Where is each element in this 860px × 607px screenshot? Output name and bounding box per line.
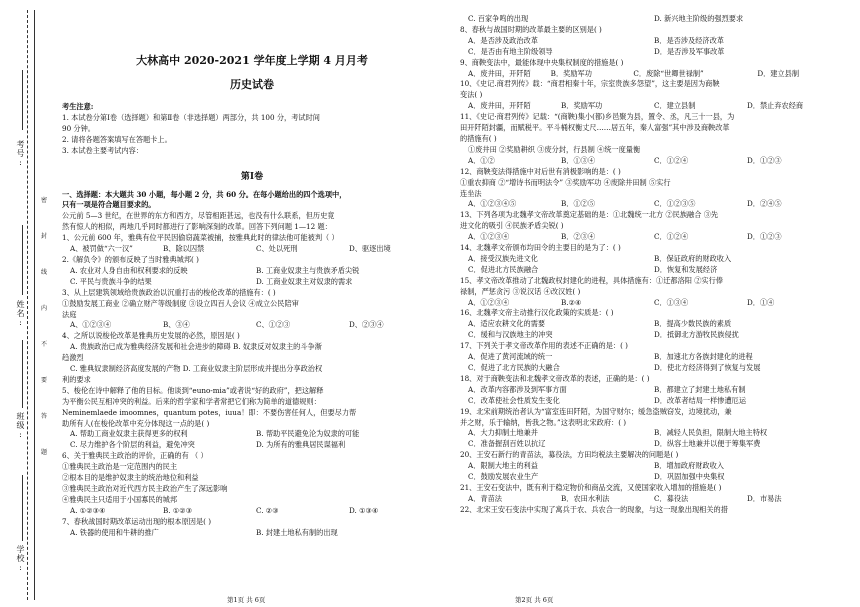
page-number: 第1页 共 6页 bbox=[227, 596, 266, 604]
option[interactable]: A. 铁器的使用和牛耕的推广 bbox=[70, 527, 159, 537]
question-11: 田开阡陌封疆，而赋税平。平斗桶权衡丈尺……居五年，秦人富强”其中涉及商鞅改革 bbox=[460, 123, 730, 133]
q14-options bbox=[460, 254, 840, 265]
option[interactable]: C．募役法 bbox=[654, 493, 689, 503]
question-19: 并之财，乐于输纳，皆我之物。”这表明北宋政府：( ) bbox=[460, 417, 627, 427]
q17-options bbox=[460, 352, 840, 363]
q8-options bbox=[460, 36, 840, 47]
seal-char: 不 bbox=[41, 341, 48, 348]
q17-options bbox=[460, 363, 840, 374]
question-14: 14、北魏孝文帝颁布均田令的主要目的是为了：( ) bbox=[460, 243, 621, 253]
question-12: 连坐法 bbox=[460, 188, 482, 198]
question-19: 19、北宋前期统治者认为“富室连田阡陌，为国守财尔；缓急盗贼窃发，边境扰动，兼 bbox=[460, 406, 732, 416]
q16-options bbox=[460, 330, 840, 341]
option[interactable]: D．①④ bbox=[747, 297, 775, 307]
option[interactable]: D．市易法 bbox=[747, 493, 782, 503]
question-20: 20、王安石新行的青苗法，募役法，方田均税法主要解决的问题是( ) bbox=[460, 450, 679, 460]
question-15: 15、孝文帝改革推动了北魏政权封建化的进程，具体措施有：①迁都洛阳 ②实行俸 bbox=[460, 275, 723, 285]
option[interactable]: B、③④ bbox=[163, 320, 190, 330]
q15-options bbox=[460, 298, 840, 309]
question-15: 禄制，严惩贪污 ③说汉话 ④改汉姓( ) bbox=[460, 286, 581, 296]
name-blank[interactable] bbox=[22, 225, 23, 295]
option[interactable]: A．大力抑制土地兼并 bbox=[468, 428, 538, 438]
option[interactable]: A．限制大地主的利益 bbox=[468, 461, 538, 471]
option[interactable]: D．巩固加强中央集权 bbox=[654, 472, 725, 482]
option[interactable]: B．是否涉及经济改革 bbox=[654, 35, 724, 45]
question-2: 2.《解负令》的颁布反映了当时雅典城邦( ) bbox=[62, 254, 199, 264]
option[interactable]: D．抵御北方游牧民族侵扰 bbox=[654, 330, 739, 340]
option[interactable]: C．①③④ bbox=[654, 297, 689, 307]
option[interactable]: C. 百家争鸣的出现 bbox=[468, 14, 529, 23]
dashed-cut-line bbox=[27, 10, 28, 600]
question-6: 6、关于雅典民主政治的评价，正确的有 （ ） bbox=[62, 451, 208, 461]
option[interactable]: C、①②③ bbox=[256, 320, 291, 330]
option[interactable]: A. ①②③④ bbox=[70, 505, 106, 515]
option[interactable]: A. 贵族政治已成为雅典经济发展和社会进步的障碍 B. 奴隶反对奴隶主的斗争渐 bbox=[70, 342, 322, 352]
statement: ③雅典民主政治对近代西方民主政治产生了深远影响 bbox=[62, 484, 228, 493]
question-11: 11、《史记·商君列传》记载：“(商鞅)集小(都)乡邑聚为县，置令、丞，凡三十一县，为 bbox=[460, 112, 735, 122]
class-blank[interactable] bbox=[22, 340, 23, 408]
statement: ④雅典民主只适用于小国寡民的城邦 bbox=[62, 494, 178, 504]
q3-options bbox=[62, 320, 442, 331]
option[interactable]: C、处以死刑 bbox=[256, 244, 298, 254]
kaohao-label: 考号: bbox=[16, 140, 25, 168]
option[interactable]: B．增加政府财政收入 bbox=[654, 461, 724, 471]
option[interactable]: A．适应农耕文化的需要 bbox=[468, 319, 546, 329]
q10-options bbox=[460, 101, 840, 112]
question-21: 21、王安石变法中，既有利于稳定物价和商品交流，又使国家收入增加的措施是( ) bbox=[460, 482, 722, 492]
option[interactable]: C. ②③ bbox=[256, 505, 279, 515]
question-5: 助所有人(在梭伦改革中充分体现这一点的是( ) bbox=[62, 418, 210, 428]
name-label: 姓名: bbox=[16, 300, 25, 328]
q7-options bbox=[62, 528, 442, 539]
option[interactable]: D．恢复和发展经济 bbox=[654, 264, 718, 274]
page-number: 第2页 共 6页 bbox=[515, 596, 554, 604]
section-instruction: 一、选择题：本大题共 30 小题，每小题 2 分，共 60 分。在每小题给出的四个选项中， bbox=[62, 189, 347, 199]
statement: ①废井田 ②奖励耕织 ③废分封，行县制 ④统一度量衡 bbox=[468, 144, 641, 154]
school-blank[interactable] bbox=[22, 475, 23, 541]
option[interactable]: C．鼓励发展农业生产 bbox=[468, 472, 539, 482]
option[interactable]: D．建立县制 bbox=[757, 68, 800, 78]
class-label: 班级: bbox=[16, 412, 25, 440]
q2-options bbox=[62, 277, 442, 288]
option[interactable]: D. 为所有的雅典居民谋福利 bbox=[256, 440, 346, 450]
option[interactable]: C. 平民与贵族斗争的结果 bbox=[70, 276, 152, 286]
question-17: 17、下列关于孝文帝改革作用的表述不正确的是：( ) bbox=[460, 341, 628, 351]
q12-options bbox=[460, 199, 840, 210]
seal-char: 题 bbox=[41, 449, 48, 456]
option[interactable]: A．是否涉及政治改革 bbox=[468, 35, 538, 45]
option[interactable]: D．禁止弃农经商 bbox=[747, 101, 804, 111]
statement: ①雅典民主政治是一定范围内的民主 bbox=[62, 462, 178, 472]
exam-title: 大林高中 2020-2021 学年度上学期 4 月月考 bbox=[136, 54, 368, 67]
option[interactable]: C．缓和与汉族地主的冲突 bbox=[468, 330, 553, 340]
option[interactable]: D．使北方经济得到了恢复与发展 bbox=[654, 363, 761, 372]
question-5: Neminemlaede imoomnes，quantum potes，iuua！即：不要伤害任何人，但要尽力帮 bbox=[62, 407, 357, 417]
option[interactable]: A．促进了黄河流域的统一 bbox=[468, 352, 553, 362]
option[interactable]: C．改革使社会性质发生变化 bbox=[468, 395, 560, 405]
option[interactable]: D、驱逐出境 bbox=[349, 244, 391, 254]
q16-options bbox=[460, 319, 840, 330]
seal-line bbox=[34, 10, 35, 600]
option[interactable]: B. 封建土地私有制的出现 bbox=[256, 527, 338, 537]
option[interactable]: C．①②④ bbox=[654, 232, 689, 242]
question-8: 8、春秋与战国时期的改革最主要的区别是( ) bbox=[460, 24, 602, 34]
option[interactable]: B．减轻人民负担，限制大地主特权 bbox=[654, 428, 768, 438]
question-3: 3、从上层建筑领域给贵族政治以沉重打击的梭伦改革的措施有：( ) bbox=[62, 287, 276, 297]
option[interactable]: A．①②③④ bbox=[468, 232, 510, 242]
option[interactable]: C. 尽力维护各个阶层的利益，避免冲突 bbox=[70, 440, 195, 450]
notice-line: 1. 本试卷分第Ⅰ卷（选择题）和第Ⅱ卷（非选择题）两部分，共 100 分，考试时间 bbox=[62, 112, 320, 122]
option[interactable]: B．加速北方各族封建化的进程 bbox=[654, 352, 753, 362]
option[interactable]: B．提高少数民族的素质 bbox=[654, 319, 732, 329]
seal-char: 密 bbox=[41, 197, 48, 204]
q5-options bbox=[62, 429, 442, 440]
option[interactable]: D. 新兴地主阶级的强烈要求 bbox=[654, 14, 744, 23]
q6-options bbox=[62, 506, 442, 517]
question-12: ①重农抑商 ②“增诗书而明法令” ③奖励军功 ④废除井田制 ⑤实行 bbox=[460, 177, 671, 187]
option[interactable]: D．①②③ bbox=[747, 155, 782, 165]
page-2 bbox=[460, 0, 840, 607]
option[interactable]: B. 工商业奴隶主与贵族矛盾尖锐 bbox=[256, 265, 360, 275]
option[interactable]: D. ①③④ bbox=[349, 505, 379, 515]
question-12: 12、商鞅变法得措施中对后世有消极影响的是：( ) bbox=[460, 166, 621, 176]
option[interactable]: D．纵容土地兼并以便于筹集军费 bbox=[654, 439, 761, 449]
option[interactable]: B．保证政府的财政收入 bbox=[654, 253, 732, 263]
option[interactable]: D、②③④ bbox=[349, 320, 384, 330]
q9-options bbox=[460, 69, 840, 80]
school-label: 学校: bbox=[16, 545, 25, 573]
passage-line: 然有惊人的相似，两地几乎同时都进行了影响深刻的改革。回答下列问题 1—12 题： bbox=[62, 222, 332, 232]
notice-heading: 考生注意: bbox=[62, 102, 94, 111]
question-3-items: ①鼓励发展工商业 ②确立财产等级制度 ③设立四百人会议 ④成立公民陪审 bbox=[62, 298, 299, 308]
notice-line: 90 分钟。 bbox=[62, 123, 95, 133]
option[interactable]: B．都建立了封建土地私有制 bbox=[654, 384, 746, 394]
option[interactable]: B．①②⑤ bbox=[561, 199, 596, 209]
option[interactable]: D．②④⑤ bbox=[747, 199, 782, 209]
option[interactable]: C．准备握刮百姓以抗辽 bbox=[468, 439, 546, 449]
option[interactable]: A．青苗法 bbox=[468, 493, 502, 503]
q11-options bbox=[460, 156, 840, 167]
question-5: 5、梭伦在诗中解释了他的目标。他谈到“euno-mia”或者说“好的政府”，把这解释 bbox=[62, 385, 324, 395]
option[interactable]: A．废井田，开阡陌 bbox=[468, 68, 531, 78]
option[interactable]: D．①②③ bbox=[747, 232, 782, 242]
q20-options bbox=[460, 472, 840, 483]
q18-options bbox=[460, 396, 840, 407]
option[interactable]: C．建立县制 bbox=[654, 101, 696, 111]
option[interactable]: 利的要求 bbox=[62, 374, 91, 384]
seal-char: 要 bbox=[41, 377, 48, 384]
q20-options bbox=[460, 461, 840, 472]
question-4: 4、之所以说梭伦改革是雅典历史发展的必然，原因是( ) bbox=[62, 331, 240, 341]
page-1 bbox=[62, 0, 442, 607]
option[interactable]: A. 农业对人身自由和权利要求的反映 bbox=[70, 265, 188, 275]
notice-line: 2. 请将各题答案填写在答题卡上。 bbox=[62, 134, 172, 144]
option[interactable]: D．改革者结局一样惨遭厄运 bbox=[654, 395, 747, 405]
option[interactable]: A、被罚做“六一汉” bbox=[70, 244, 133, 254]
question-16: 16、北魏孝文帝主动推行汉化政策的实质是：( ) bbox=[460, 308, 614, 318]
option[interactable]: D. 工商业奴隶主对奴隶的需求 bbox=[256, 276, 353, 286]
q2-options bbox=[62, 266, 442, 277]
option[interactable]: A．①②③④ bbox=[468, 297, 510, 307]
option[interactable]: C．促进北方民族融合 bbox=[468, 264, 539, 274]
option[interactable]: 趋激烈 bbox=[62, 353, 84, 363]
option[interactable]: A．①② bbox=[468, 155, 495, 165]
q19-options bbox=[460, 428, 840, 439]
option[interactable]: B、除以囚禁 bbox=[163, 244, 205, 254]
option[interactable]: D．是否涉及军事改革 bbox=[654, 46, 725, 56]
option[interactable]: B．农田水利法 bbox=[561, 493, 610, 503]
question-10: 10、《史记.商君列传》载：“商君相秦十年，宗室贵族多怨望”，这主要是因为商鞅 bbox=[460, 79, 720, 89]
question-13: 13、下列各项为北魏孝文帝改革奠定基础的是：①北魏统一北方 ②民族融合 ③先 bbox=[460, 210, 719, 220]
q19-options bbox=[460, 439, 840, 450]
q13-options bbox=[460, 232, 840, 243]
passage-line: 公元前 5—3 世纪，在世界的东方和西方，尽管相距甚远，也没有什么联系，但历史竟 bbox=[62, 211, 335, 221]
option[interactable]: A．改革内容都涉及到军事方面 bbox=[468, 384, 567, 394]
seal-char: 封 bbox=[41, 233, 48, 240]
statement: ②根本目的是维护奴隶主的统治地位和利益 bbox=[62, 473, 199, 483]
option[interactable]: B．②③④ bbox=[561, 232, 596, 242]
notice-line: 3. 本试卷主要考试内容： bbox=[62, 145, 144, 155]
option[interactable]: C．是否由有地主阶级领导 bbox=[468, 46, 553, 56]
question-1: 1、公元前 600 年，雅典有位平民因偷窃蔬菜被捕，按雅典此时的律法他可能被判（ ） bbox=[62, 233, 339, 243]
volume-heading: 第Ⅰ卷 bbox=[240, 171, 264, 182]
q21-options bbox=[460, 494, 840, 505]
question-11: 的措施有( ) bbox=[460, 133, 497, 143]
kaohao-blank[interactable] bbox=[22, 70, 23, 130]
option[interactable]: A．接受汉族先进文化 bbox=[468, 253, 538, 263]
option[interactable]: A．废井田，开阡陌 bbox=[468, 101, 531, 111]
option[interactable]: B．奖励军功 bbox=[561, 101, 603, 111]
option[interactable]: A．①②③④⑤ bbox=[468, 199, 517, 209]
option[interactable]: C．促进了北方民族的大融合 bbox=[468, 363, 560, 372]
q8-options bbox=[460, 47, 840, 58]
question-5: 为平衡公民互相冲突的利益。后来的哲学家和学者常把它们称为简单的道德规则： bbox=[62, 396, 321, 406]
option[interactable]: B. 帮助平民避免沦为奴隶的可能 bbox=[256, 429, 360, 439]
option[interactable]: B. ①②③ bbox=[163, 505, 193, 515]
question-13: 进文化的吸引 ④民族矛盾尖锐( ) bbox=[460, 221, 564, 231]
q1-options bbox=[62, 244, 442, 255]
option[interactable]: C．废除“世卿世禄制” bbox=[633, 68, 704, 78]
q18-options bbox=[460, 385, 840, 396]
q5-options bbox=[62, 440, 442, 451]
question-10: 变法( ) bbox=[460, 90, 483, 100]
question-7: 7、春秋战国时期改革运动出现的根本原因是( ) bbox=[62, 516, 212, 526]
option[interactable]: C．①②④ bbox=[654, 155, 689, 165]
q7-options-cont bbox=[460, 14, 840, 25]
option[interactable]: A. 帮助工商业奴隶主获得更多的权利 bbox=[70, 429, 188, 439]
option[interactable]: C. 雅典奴隶制经济高度发展的产物 D. 工商业奴隶主阶层形成并提出分享政治权 bbox=[70, 364, 323, 374]
option[interactable]: B．奖励军功 bbox=[550, 68, 592, 78]
option[interactable]: B.②④ bbox=[561, 297, 582, 307]
question-22: 22、北宋王安石变法中实现了寓兵于农、兵农合一的现象，与这一现象出现相关的措 bbox=[460, 504, 728, 514]
question-3-items: 法庭 bbox=[62, 309, 77, 319]
option[interactable]: B．①③④ bbox=[561, 155, 596, 165]
q14-options bbox=[460, 265, 840, 276]
option[interactable]: C．①②③⑤ bbox=[654, 199, 696, 209]
question-9: 9、商鞅变法中，最能体现中央集权制度的措施是( ) bbox=[460, 57, 624, 67]
section-instruction: 只有一项是符合题目要求的。 bbox=[62, 200, 156, 210]
option[interactable]: A、①②③④ bbox=[70, 320, 112, 330]
question-18: 18、对于商鞅变法和北魏孝文帝改革的表述，正确的是：( ) bbox=[460, 373, 650, 383]
seal-char: 答 bbox=[41, 413, 48, 420]
exam-subtitle: 历史试卷 bbox=[230, 78, 274, 91]
seal-char: 内 bbox=[41, 305, 48, 312]
seal-char: 线 bbox=[41, 269, 48, 276]
